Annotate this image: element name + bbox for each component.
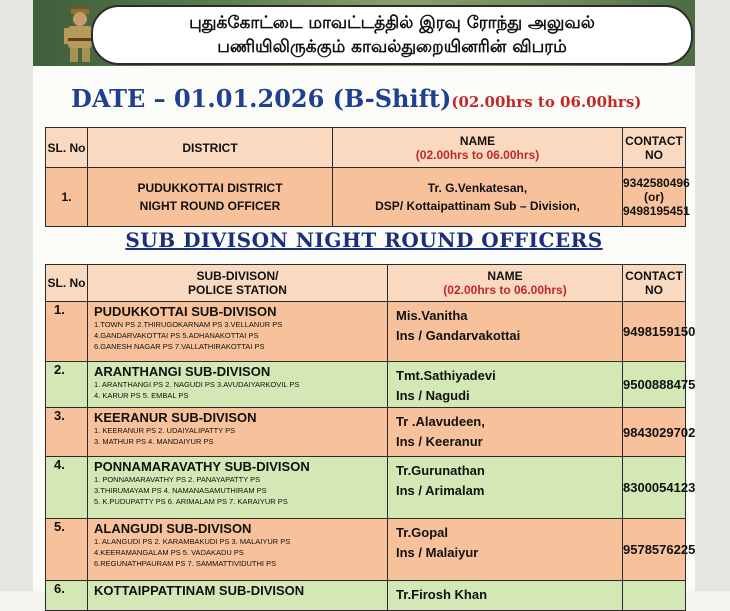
banner-title-line-2: பணியிலிருக்கும் காவல்துறையினரின் விபரம்	[217, 37, 567, 57]
sub-division-name: PONNAMARAVATHY SUB-DIVISON	[94, 459, 310, 474]
header-banner	[33, 0, 695, 66]
header-name-label: NAME	[459, 133, 496, 148]
table-row	[46, 302, 686, 362]
sub-division-name: PUDUKKOTTAI SUB-DIVISON	[94, 304, 277, 319]
station-line-1: 1. PONNAMARAVATHY PS 2. PANAYAPATTY PS	[94, 475, 261, 484]
officer-post: Ins / Keeranur	[396, 434, 483, 449]
table-row	[46, 519, 686, 581]
right-margin	[695, 0, 730, 591]
officer-name: Tr.Firosh Khan	[396, 587, 488, 602]
row-sub-division	[88, 408, 388, 457]
banner-title-line-1: புதுக்கோட்டை மாவட்டத்தில் இரவு ரோந்து அலுவல்	[189, 13, 595, 33]
row-sub-division	[88, 302, 388, 362]
station-line-2: 4.KEERAMANGALAM PS 5. VADAKADU PS	[94, 548, 244, 557]
row-contact	[623, 581, 686, 611]
row-sl: 1.	[46, 302, 88, 362]
header-name-hours: (02.00hrs to 06.00hrs)	[443, 283, 567, 297]
row-sub-division	[88, 581, 388, 611]
officer-name: Tmt.Sathiyadevi	[396, 368, 496, 383]
header-sub-division	[88, 265, 388, 302]
district-line-1: PUDUKKOTTAI DISTRICT	[137, 181, 283, 195]
station-line-3: 5. K.PUDUPATTY PS 6. ARIMALAM PS 7. KARAIYUR PS	[94, 497, 288, 506]
officer-name: Tr.Gopal	[396, 525, 449, 540]
row-sl: 6.	[46, 581, 88, 611]
header-contact: CONTACT NO	[623, 128, 686, 168]
row-contact: 8300054123	[623, 457, 686, 519]
district-officer-table	[45, 127, 690, 227]
row-contact: 9498159150	[623, 302, 686, 362]
header-sl-no: SL. No	[46, 128, 88, 168]
row-contact: 9843029702	[623, 408, 686, 457]
station-line-2: 3. MATHUR PS 4. MANDAIYUR PS	[94, 437, 214, 446]
row-contact	[623, 168, 690, 227]
header-sub-line-1: SUB-DIVISON/	[196, 269, 279, 283]
sub-division-name: ALANGUDI SUB-DIVISON	[94, 521, 252, 536]
header-name	[388, 265, 623, 302]
table-row	[46, 168, 686, 227]
row-sl: 3.	[46, 408, 88, 457]
officer-name: Mis.Vanitha	[396, 308, 468, 323]
officer-post: Ins / Malaiyur	[396, 545, 479, 560]
table-header-row	[46, 265, 686, 302]
officer-post: Ins / Nagudi	[396, 388, 470, 403]
header-name	[333, 128, 623, 168]
header-sub-line-2: POLICE STATION	[188, 283, 287, 297]
officer-post: Ins / Gandarvakottai	[396, 328, 521, 343]
left-margin	[0, 0, 33, 591]
name-line-2: DSP/ Kottaipattinam Sub – Division,	[375, 199, 580, 213]
station-line-3: 6.GANESH NAGAR PS 7.VALLATHIRAKOTTAI PS	[94, 342, 265, 351]
row-sl: 2.	[46, 362, 88, 408]
row-name	[388, 519, 623, 581]
banner-title-box	[91, 5, 693, 65]
table-header-row	[46, 128, 686, 168]
name-line-1: Tr. G.Venkatesan,	[427, 181, 528, 195]
station-line-1: 1. KEERANUR PS 2. UDAIYALIPATTY PS	[94, 426, 236, 435]
officer-name: Tr.Gurunathan	[396, 463, 485, 478]
row-sub-division	[88, 519, 388, 581]
row-name	[388, 408, 623, 457]
row-district	[88, 168, 333, 227]
date-heading	[71, 84, 641, 113]
header-sl-no: SL. No	[46, 265, 88, 302]
station-line-1: 1. ARANTHANGI PS 2. NAGUDI PS 3.AVUDAIYARKOVIL PS	[94, 380, 300, 389]
date-hours: (02.00hrs to 06.00hrs)	[451, 93, 642, 111]
station-line-2: 4. KARUR PS 5. EMBAL PS	[94, 391, 189, 400]
table-row	[46, 457, 686, 519]
officer-post: Ins / Arimalam	[396, 483, 485, 498]
header-name-hours: (02.00hrs to 06.00hrs)	[415, 147, 540, 162]
row-contact: 9578576225	[623, 519, 686, 581]
row-sl: 5.	[46, 519, 88, 581]
row-sub-division	[88, 457, 388, 519]
row-name	[388, 581, 623, 611]
header-name-label: NAME	[487, 269, 523, 283]
header-contact: CONTACT NO	[623, 265, 686, 302]
row-contact: 9500888475	[623, 362, 686, 408]
row-name	[388, 362, 623, 408]
row-name	[333, 168, 623, 227]
contact-line-2: (or)	[644, 190, 664, 204]
sub-division-table	[45, 264, 696, 611]
sub-division-name: KOTTAIPPATTINAM SUB-DIVISON	[94, 583, 305, 598]
row-name	[388, 457, 623, 519]
sub-division-name: ARANTHANGI SUB-DIVISON	[94, 364, 271, 379]
row-sub-division	[88, 362, 388, 408]
header-district: DISTRICT	[88, 128, 333, 168]
contact-line-1: 9342580496	[623, 176, 690, 190]
row-sl: 1.	[46, 168, 88, 227]
sub-division-name: KEERANUR SUB-DIVISON	[94, 410, 257, 425]
station-line-3: 6.REGUNATHPAURAM PS 7. SAMMATTIVIDUTHI PS	[94, 559, 277, 568]
district-line-2: NIGHT ROUND OFFICER	[139, 199, 281, 213]
station-line-1: 1. ALANGUDI PS 2. KARAMBAKUDI PS 3. MALAIYUR PS	[94, 537, 291, 546]
document-page	[33, 0, 696, 602]
row-name	[388, 302, 623, 362]
station-line-2: 4.GANDARVAKOTTAI PS 5.ADHANAKOTTAI PS	[94, 331, 259, 340]
table-row	[46, 581, 686, 611]
section-title: SUB DIVISON NIGHT ROUND OFFICERS	[125, 228, 603, 252]
officer-name: Tr .Alavudeen,	[396, 414, 485, 429]
table-row	[46, 362, 686, 408]
table-row	[46, 408, 686, 457]
contact-line-3: 9498195451	[623, 204, 690, 218]
date-text: DATE – 01.01.2026 (B-Shift)	[71, 84, 452, 113]
row-sl: 4.	[46, 457, 88, 519]
station-line-1: 1.TOWN PS 2.THIRUGOKARNAM PS 3.VELLANUR PS	[94, 320, 283, 329]
station-line-2: 3.THIRUMAYAM PS 4. NAMANASAMUTHIRAM PS	[94, 486, 267, 495]
